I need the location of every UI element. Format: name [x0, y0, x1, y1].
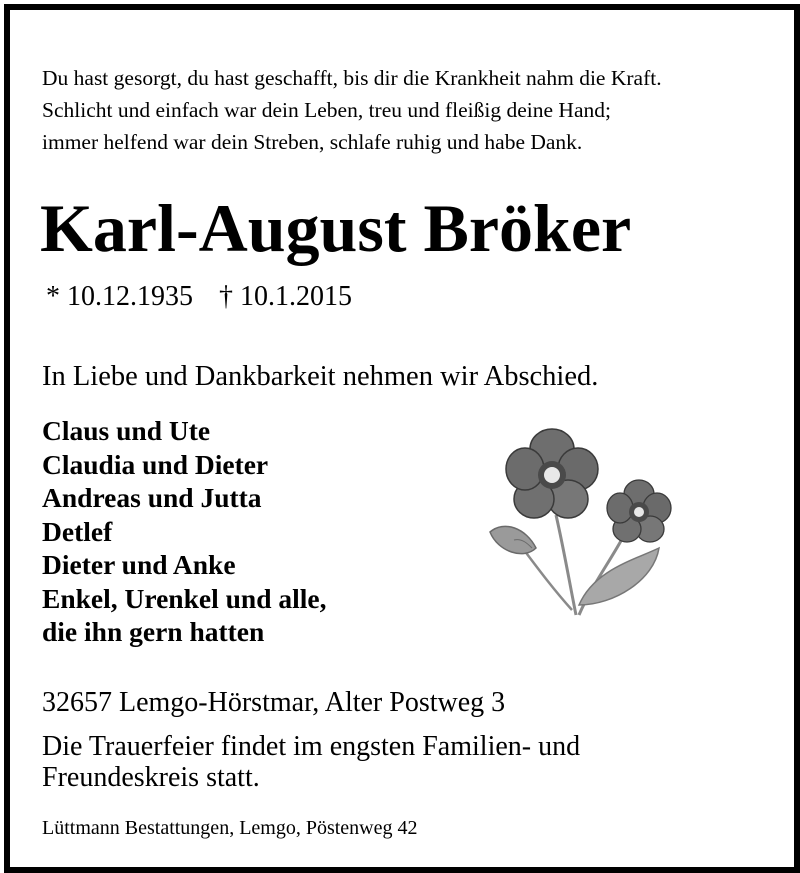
ceremony-line: Freundeskreis statt.: [42, 762, 260, 793]
death-date: † 10.1.2015: [219, 281, 352, 312]
family-member: Enkel, Urenkel und alle,: [42, 582, 327, 614]
undertaker-info: Lüttmann Bestattungen, Lemgo, Pöstenweg 42: [42, 817, 418, 839]
family-member: Claus und Ute: [42, 415, 211, 446]
family-member: Claudia und Dieter: [42, 448, 269, 480]
flower-icon: [484, 420, 684, 620]
family-member: Detlef: [42, 515, 113, 547]
memorial-poem: [42, 62, 762, 158]
family-member: die ihn gern hatten: [42, 616, 265, 647]
ceremony-note: [42, 731, 580, 793]
deceased-name: Karl-August Bröker: [40, 190, 632, 266]
family-member: Dieter und Anke: [42, 549, 236, 580]
family-address: 32657 Lemgo-Hörstmar, Alter Postweg 3: [42, 687, 506, 718]
family-list: [42, 414, 326, 649]
family-member: Andreas und Jutta: [42, 482, 262, 513]
life-dates: [46, 280, 352, 314]
poem-line: Schlicht und einfach war dein Leben, treu und fleißig deine Hand;: [42, 98, 611, 122]
poem-line: immer helfend war dein Streben, schlafe ruhig und habe Dank.: [42, 130, 583, 154]
ceremony-line: Die Trauerfeier findet im engsten Familien- und: [42, 731, 581, 762]
poem-line: Du hast gesorgt, du hast geschafft, bis dir die Krankheit nahm die Kraft.: [42, 66, 662, 90]
farewell-text: In Liebe und Dankbarkeit nehmen wir Abschied.: [42, 361, 599, 392]
birth-date: * 10.12.1935: [46, 281, 193, 312]
